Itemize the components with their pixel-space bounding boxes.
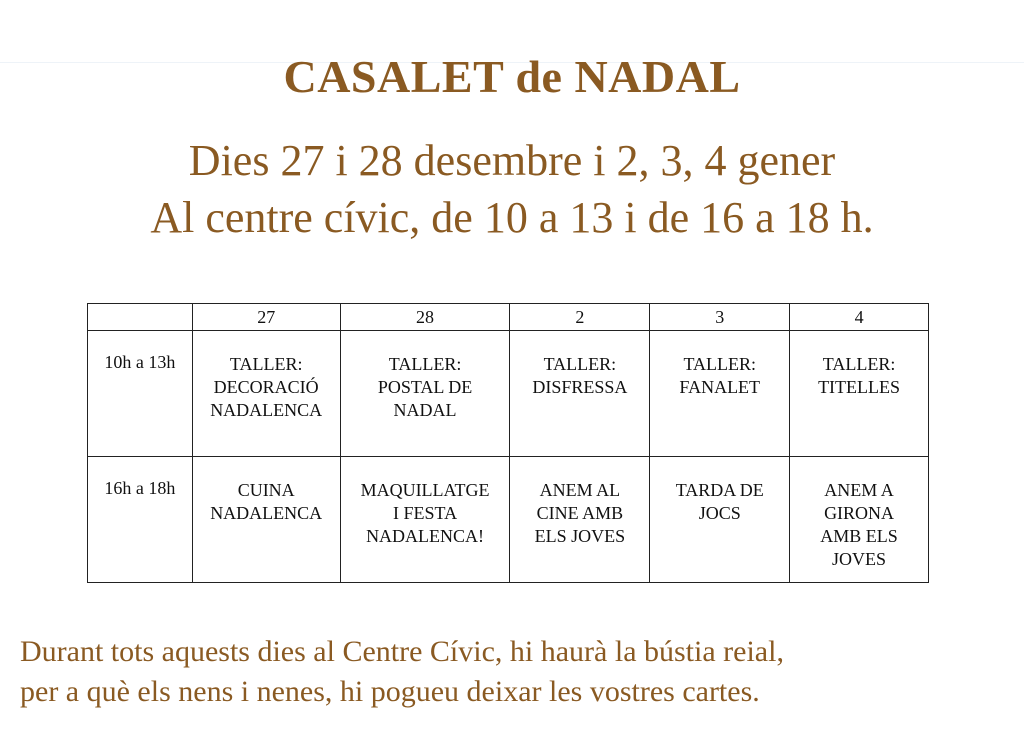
activity-cell: TALLER: DISFRESSA (510, 331, 650, 457)
note-line: per a què els nens i nenes, hi pogueu deixar les vostres cartes. (20, 675, 760, 708)
activity-cell: CUINA NADALENCA (192, 457, 340, 583)
day-header: 4 (790, 304, 929, 331)
page-title: CASALET de NADAL (283, 51, 741, 102)
time-slot-afternoon: 16h a 18h (88, 457, 193, 583)
activity-cell: TALLER: TITELLES (790, 331, 929, 457)
day-header: 3 (650, 304, 790, 331)
activity-cell: TALLER: FANALET (650, 331, 790, 457)
activity-cell: ANEM A GIRONA AMB ELS JOVES (790, 457, 929, 583)
dates-line: Dies 27 i 28 desembre i 2, 3, 4 gener (188, 136, 836, 185)
time-slot-morning: 10h a 13h (88, 331, 193, 457)
day-header: 27 (192, 304, 340, 331)
day-header: 2 (510, 304, 650, 331)
table-row (88, 331, 929, 457)
location-hours-line: Al centre cívic, de 10 a 13 i de 16 a 18 h. (150, 193, 874, 242)
activity-cell: TARDA DE JOCS (650, 457, 790, 583)
header-row (88, 304, 929, 331)
activity-cell: MAQUILLATGE I FESTA NADALENCA! (340, 457, 510, 583)
activity-cell: TALLER: POSTAL DE NADAL (340, 331, 510, 457)
corner-cell (88, 304, 193, 331)
activity-cell: TALLER: DECORACIÓ NADALENCA (192, 331, 340, 457)
table-row (88, 457, 929, 583)
mailbox-note (20, 632, 1010, 712)
schedule-table (87, 303, 929, 583)
activity-cell: ANEM AL CINE AMB ELS JOVES (510, 457, 650, 583)
note-line: Durant tots aquests dies al Centre Cívic, hi haurà la bústia reial, (20, 635, 784, 668)
day-header: 28 (340, 304, 510, 331)
